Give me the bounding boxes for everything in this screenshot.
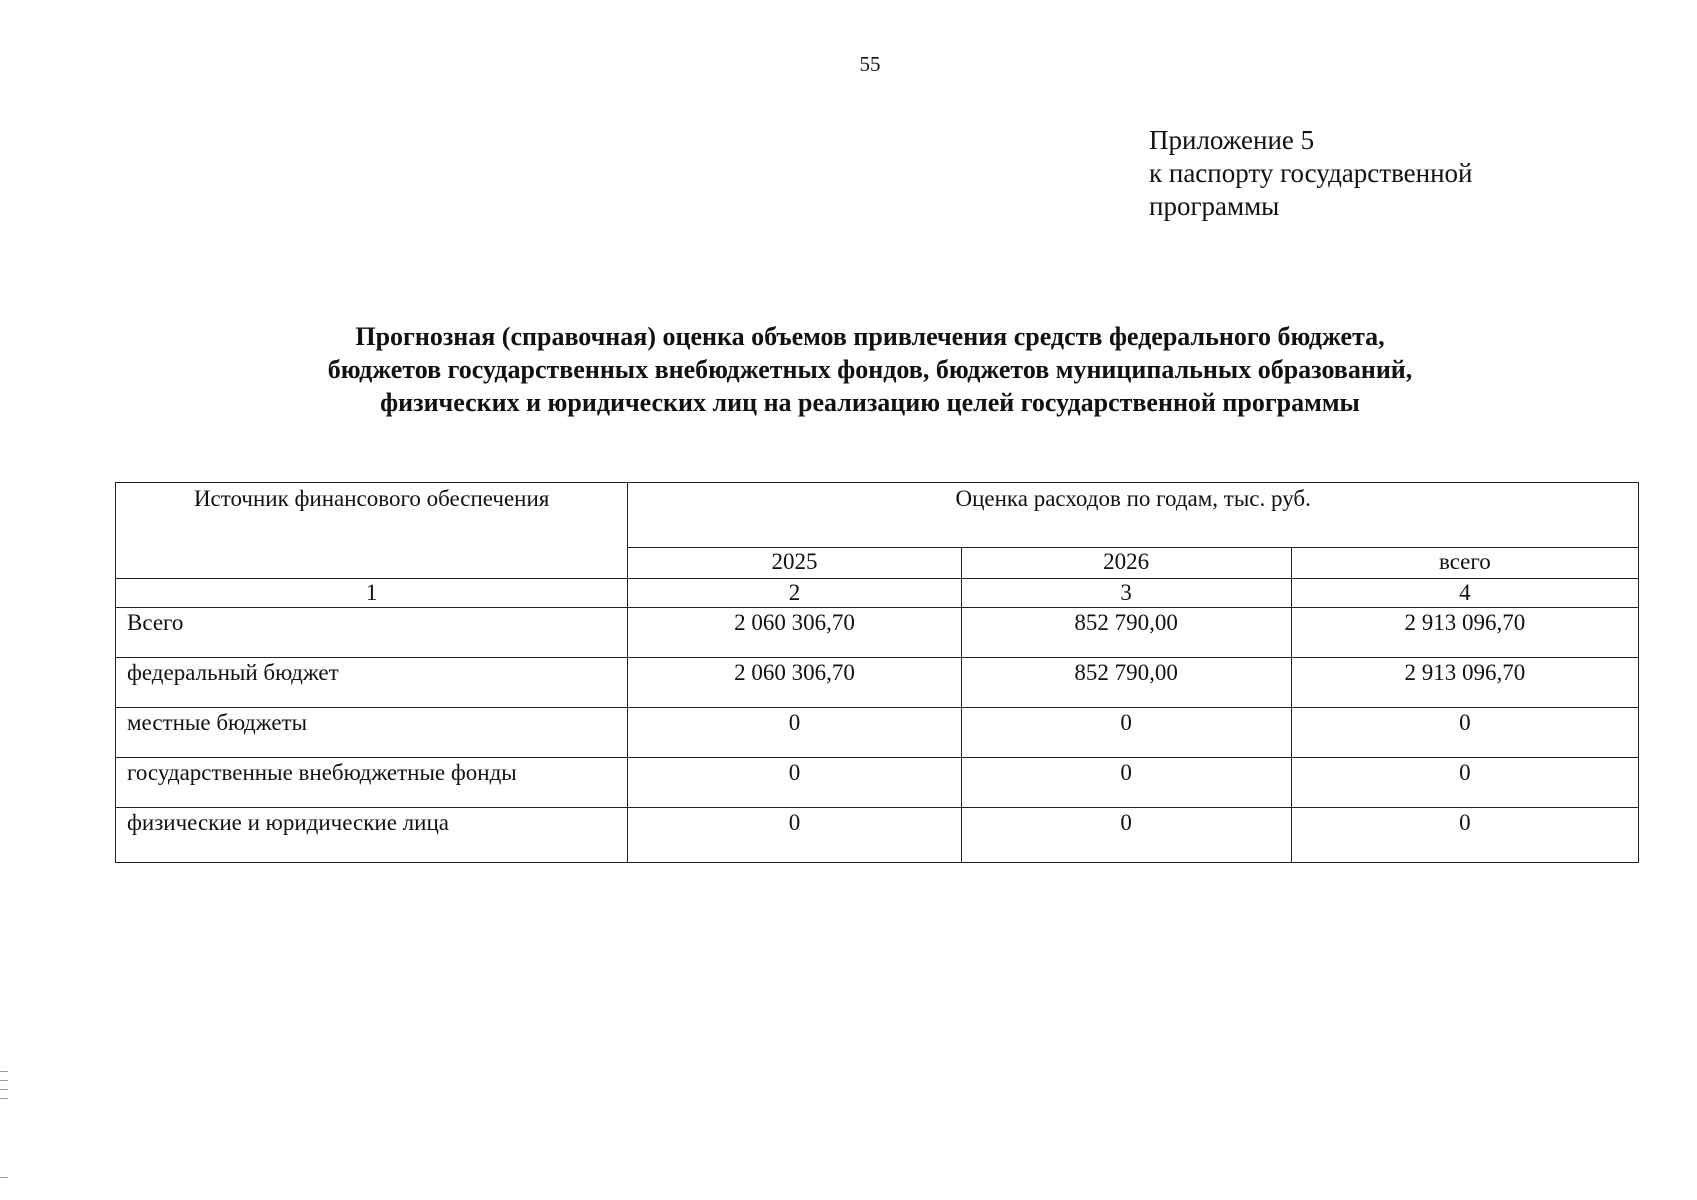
scan-margin-mark xyxy=(0,1080,8,1081)
value-2025: 2 060 306,70 xyxy=(628,608,961,658)
header-source: Источник финансового обеспечения xyxy=(116,483,628,579)
column-number: 2 xyxy=(628,579,961,608)
value-2025: 0 xyxy=(628,808,961,863)
column-number: 4 xyxy=(1291,579,1638,608)
table-row xyxy=(116,708,1639,758)
annex-line-1: Приложение 5 xyxy=(1149,125,1315,155)
column-numbers-row xyxy=(116,579,1639,608)
header-estimate: Оценка расходов по годам, тыс. руб. xyxy=(628,483,1639,548)
row-label: государственные внебюджетные фонды xyxy=(116,758,628,808)
column-number: 1 xyxy=(116,579,628,608)
annex-line-2: к паспорту государственной xyxy=(1149,158,1473,188)
scan-margin-mark xyxy=(0,1098,8,1099)
value-2025: 2 060 306,70 xyxy=(628,658,961,708)
value-2026: 0 xyxy=(961,808,1291,863)
header-year-2026: 2026 xyxy=(961,548,1291,579)
value-total: 0 xyxy=(1291,708,1638,758)
value-total: 2 913 096,70 xyxy=(1291,658,1638,708)
row-label: физические и юридические лица xyxy=(116,808,628,863)
document-title xyxy=(160,320,1580,419)
value-total: 0 xyxy=(1291,808,1638,863)
table-row xyxy=(116,658,1639,708)
row-label: местные бюджеты xyxy=(116,708,628,758)
title-line-3: физических и юридических лиц на реализацию целей государственной программы xyxy=(380,388,1360,417)
value-total: 2 913 096,70 xyxy=(1291,608,1638,658)
header-year-total: всего xyxy=(1291,548,1638,579)
title-line-2: бюджетов государственных внебюджетных фондов, бюджетов муниципальных образований, xyxy=(327,355,1413,384)
financing-table xyxy=(115,482,1639,863)
table-row xyxy=(116,808,1639,863)
page-number: 55 xyxy=(859,52,881,76)
scan-margin-mark xyxy=(0,1089,8,1090)
table-row xyxy=(116,608,1639,658)
table-row xyxy=(116,758,1639,808)
column-number: 3 xyxy=(961,579,1291,608)
value-2025: 0 xyxy=(628,758,961,808)
value-2026: 852 790,00 xyxy=(961,608,1291,658)
title-line-1: Прогнозная (справочная) оценка объемов привлечения средств федерального бюджета, xyxy=(355,322,1385,351)
value-total: 0 xyxy=(1291,758,1638,808)
scan-margin-mark xyxy=(0,1177,8,1178)
value-2026: 852 790,00 xyxy=(961,658,1291,708)
value-2026: 0 xyxy=(961,758,1291,808)
scan-margin-mark xyxy=(0,1071,8,1072)
header-year-2025: 2025 xyxy=(628,548,961,579)
annex-note xyxy=(1149,124,1473,223)
annex-line-3: программы xyxy=(1149,191,1280,221)
row-label: федеральный бюджет xyxy=(116,658,628,708)
value-2026: 0 xyxy=(961,708,1291,758)
value-2025: 0 xyxy=(628,708,961,758)
row-label: Всего xyxy=(116,608,628,658)
